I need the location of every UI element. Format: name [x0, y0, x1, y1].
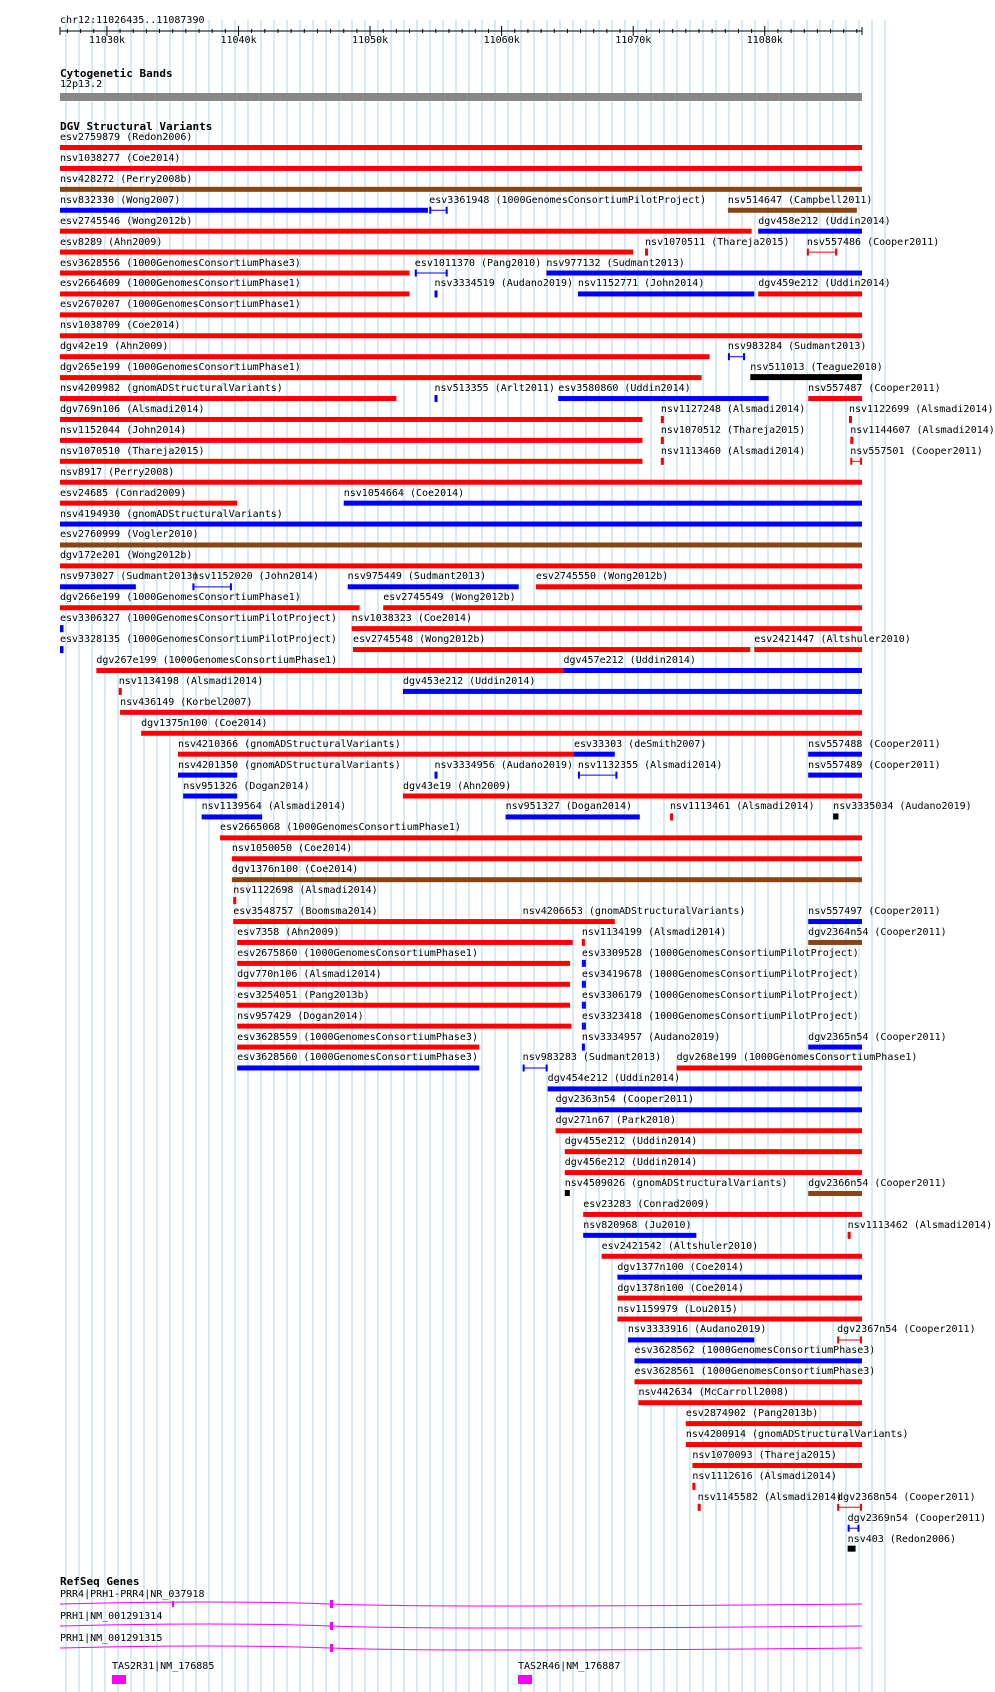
dgv-feature-bar	[237, 982, 570, 987]
dgv-feature-label[interactable]: nsv4194930 (gnomADStructuralVariants)	[60, 508, 283, 520]
dgv-feature-bar	[556, 1128, 862, 1133]
dgv-track-title: DGV Structural Variants	[60, 120, 213, 133]
dgv-feature-bar	[574, 752, 615, 757]
dgv-feature-label[interactable]: nsv428272 (Perry2008b)	[60, 173, 193, 185]
dgv-feature-bar	[808, 773, 862, 778]
dgv-feature-bar	[523, 919, 615, 924]
dgv-feature-bar	[60, 312, 862, 317]
dgv-feature-label[interactable]: nsv557487 (Cooper2011)	[808, 383, 941, 395]
dgv-feature-label[interactable]: esv33303 (deSmith2007)	[573, 738, 707, 750]
dgv-feature-label[interactable]: nsv832330 (Wong2007)	[60, 194, 181, 206]
dgv-feature-label[interactable]: esv3306179 (1000GenomesConsortiumPilotProject)	[581, 989, 859, 1001]
dgv-feature-label[interactable]: nsv557497 (Cooper2011)	[808, 906, 941, 918]
dgv-feature-start	[429, 207, 431, 214]
dgv-feature-label[interactable]: esv2421447 (Altshuler2010)	[754, 634, 911, 646]
refseq-gene-exon	[330, 1622, 333, 1630]
dgv-feature-label[interactable]: nsv557488 (Cooper2011)	[808, 738, 941, 750]
dgv-feature-bar	[60, 480, 862, 485]
dgv-feature-bar	[808, 1045, 862, 1050]
dgv-feature-label[interactable]: esv2664609 (1000GenomesConsortiumPhase1)	[60, 278, 301, 290]
dgv-feature-bar	[565, 1170, 862, 1175]
dgv-feature-label[interactable]: esv1011370 (Pang2010)	[414, 257, 542, 269]
dgv-feature-label[interactable]: esv3628560 (1000GenomesConsortiumPhase3)	[237, 1052, 478, 1064]
dgv-feature-start	[807, 249, 809, 256]
dgv-feature-end	[860, 458, 862, 465]
dgv-feature-label[interactable]: esv2760999 (Vogler2010)	[60, 529, 199, 541]
refseq-gene-exon	[330, 1644, 333, 1652]
dgv-feature-label[interactable]: dgv267e199 (1000GenomesConsortiumPhase1)	[96, 655, 338, 666]
dgv-feature-bar	[60, 187, 862, 192]
dgv-feature-bar	[578, 291, 754, 296]
refseq-track-title: RefSeq Genes	[60, 1575, 140, 1588]
dgv-feature-label[interactable]: nsv4200914 (gnomADStructuralVariants)	[685, 1429, 909, 1441]
dgv-feature-label[interactable]: nsv1112616 (Alsmadi2014)	[692, 1470, 837, 1482]
dgv-feature-bar	[60, 375, 702, 380]
dgv-feature-start	[837, 1336, 839, 1343]
dgv-feature-label[interactable]: nsv1070510 (Thareja2015)	[60, 445, 205, 457]
dgv-feature-start	[850, 458, 852, 465]
dgv-feature-bar	[233, 919, 567, 924]
dgv-feature-bar	[536, 584, 862, 589]
cyto-track-title: Cytogenetic Bands	[60, 67, 173, 80]
dgv-feature-label[interactable]: esv3306327 (1000GenomesConsortiumPilotProject)	[60, 613, 337, 625]
ruler-tick-label[interactable]: 11050k	[352, 35, 389, 46]
dgv-feature-label[interactable]: nsv1139564 (Alsmadi2014)	[201, 801, 347, 813]
dgv-feature-label[interactable]: dgv770n106 (Alsmadi2014)	[237, 968, 382, 980]
dgv-feature-label[interactable]: nsv4201350 (gnomADStructuralVariants)	[177, 759, 401, 771]
dgv-feature-label[interactable]: nsv4209982 (gnomADStructuralVariants)	[60, 383, 283, 395]
dgv-feature-label[interactable]: dgv2364n54 (Cooper2011)	[808, 926, 947, 938]
dgv-feature-label[interactable]: nsv436149 (Korbel2007)	[120, 696, 253, 708]
dgv-feature-label[interactable]: nsv1070511 (Thareja2015)	[645, 236, 790, 248]
dgv-feature-label[interactable]: nsv557501 (Cooper2011)	[850, 445, 983, 457]
dgv-feature-bar	[548, 1086, 862, 1091]
dgv-feature-bar	[750, 374, 862, 380]
dgv-feature-end	[230, 583, 232, 590]
dgv-feature-label[interactable]: dgv1375n100 (Coe2014)	[141, 717, 268, 729]
dgv-feature-label[interactable]: esv23283 (Conrad2009)	[583, 1198, 710, 1210]
dgv-feature-label[interactable]: esv2670207 (1000GenomesConsortiumPhase1)	[60, 299, 301, 311]
dgv-feature-end	[646, 249, 648, 256]
dgv-feature-end	[860, 1336, 862, 1343]
dgv-feature-label[interactable]: esv2745549 (Wong2012b)	[383, 592, 516, 604]
dgv-feature-label[interactable]: esv3328135 (1000GenomesConsortiumPilotProject)	[60, 634, 337, 646]
dgv-feature-label[interactable]: nsv1113460 (Alsmadi2014)	[660, 445, 806, 457]
dgv-feature-end	[662, 416, 664, 423]
dgv-feature-bar	[237, 1024, 571, 1029]
dgv-feature-label[interactable]: dgv2365n54 (Cooper2011)	[808, 1031, 947, 1043]
dgv-feature-start	[837, 1504, 839, 1511]
dgv-feature-bar	[237, 940, 573, 945]
dgv-feature-start	[192, 583, 194, 590]
dgv-feature-label[interactable]: nsv973027 (Sudmant2013)	[60, 571, 199, 583]
refseq-gene-exon	[330, 1600, 333, 1608]
dgv-feature-end	[850, 416, 852, 423]
dgv-feature-bar	[808, 919, 862, 924]
dgv-feature-end	[61, 646, 63, 653]
dgv-feature-end	[671, 813, 673, 820]
dgv-feature-label[interactable]: nsv1054664 (Coe2014)	[343, 487, 465, 499]
dgv-feature-start	[728, 353, 730, 360]
dgv-feature-label[interactable]: dgv453e212 (Uddin2014)	[402, 675, 536, 687]
dgv-feature-bar	[353, 647, 750, 652]
dgv-feature-end	[584, 981, 586, 988]
dgv-feature-label[interactable]: esv3323418 (1000GenomesConsortiumPilotProject)	[581, 1010, 859, 1022]
dgv-feature-label[interactable]: dgv2363n54 (Cooper2011)	[555, 1094, 695, 1106]
dgv-feature-label[interactable]: dgv265e199 (1000GenomesConsortiumPhase1)	[60, 362, 301, 374]
dgv-feature-label[interactable]: nsv4509026 (gnomADStructuralVariants)	[564, 1178, 788, 1189]
dgv-feature-label[interactable]: dgv2368n54 (Cooper2011)	[837, 1491, 976, 1503]
dgv-feature-label[interactable]: nsv513355 (Arlt2011)	[434, 383, 555, 395]
dgv-feature-bar	[237, 961, 570, 966]
dgv-feature-start	[523, 1064, 525, 1071]
dgv-feature-label[interactable]: esv2665068 (1000GenomesConsortiumPhase1)	[220, 822, 461, 834]
dgv-feature-bar	[352, 626, 862, 631]
dgv-feature-end	[583, 939, 585, 946]
dgv-feature-bar	[692, 1463, 862, 1468]
dgv-feature-label[interactable]: nsv977132 (Sudmant2013)	[546, 257, 685, 269]
dgv-feature-bar	[60, 291, 410, 296]
dgv-feature-label[interactable]: nsv1122698 (Alsmadi2014)	[233, 885, 378, 897]
dgv-feature-label[interactable]: dgv268e199 (1000GenomesConsortiumPhase1)	[676, 1052, 918, 1064]
dgv-feature-end	[835, 249, 837, 256]
dgv-feature-bar	[232, 856, 862, 861]
dgv-feature-label[interactable]: nsv951327 (Dogan2014)	[505, 801, 632, 813]
dgv-feature-bar	[96, 668, 563, 673]
dgv-feature-start	[848, 1525, 850, 1532]
dgv-feature-start	[415, 270, 417, 277]
dgv-feature-end	[546, 1064, 548, 1071]
dgv-feature-label[interactable]: dgv456e212 (Uddin2014)	[564, 1157, 698, 1169]
dgv-feature-label[interactable]: nsv442634 (McCarroll2008)	[638, 1387, 789, 1399]
dgv-feature-end	[584, 960, 586, 967]
dgv-feature-end	[583, 1044, 585, 1051]
dgv-feature-label[interactable]: dgv1376n100 (Coe2014)	[231, 864, 359, 876]
dgv-feature-end	[699, 1504, 701, 1511]
dgv-feature-label[interactable]: dgv455e212 (Uddin2014)	[564, 1136, 698, 1148]
dgv-feature-label[interactable]: nsv3335034 (Audano2019)	[833, 801, 972, 813]
dgv-feature-label[interactable]: nsv1152020 (John2014)	[192, 571, 319, 583]
dgv-feature-label[interactable]: dgv454e212 (Uddin2014)	[547, 1073, 681, 1085]
dgv-feature-label[interactable]: dgv2367n54 (Cooper2011)	[837, 1324, 976, 1336]
dgv-feature-label[interactable]: dgv769n106 (Alsmadi2014)	[60, 403, 205, 415]
dgv-feature-bar	[141, 731, 862, 736]
dgv-feature-label[interactable]: dgv266e199 (1000GenomesConsortiumPhase1)	[60, 592, 301, 604]
dgv-feature-bar	[60, 563, 862, 568]
cytoband-track	[60, 93, 862, 101]
dgv-feature-label[interactable]: dgv1377n100 (Coe2014)	[617, 1261, 744, 1273]
dgv-feature-bar	[237, 1003, 570, 1008]
dgv-feature-bar	[583, 1212, 862, 1217]
dgv-feature-end	[743, 353, 745, 360]
dgv-feature-end	[584, 1023, 586, 1030]
dgv-feature-label[interactable]: esv2745550 (Wong2012b)	[535, 571, 669, 583]
dgv-feature-bar	[60, 354, 710, 359]
dgv-feature-bar	[635, 1379, 862, 1384]
dgv-feature-end	[858, 1525, 860, 1532]
dgv-feature-label[interactable]: nsv1070093 (Thareja2015)	[692, 1449, 837, 1461]
dgv-feature-bar	[617, 1275, 862, 1280]
dgv-feature-label[interactable]: nsv1134199 (Alsmadi2014)	[581, 926, 727, 938]
cytoband-bar	[60, 93, 862, 101]
dgv-feature-bar	[237, 1045, 479, 1050]
dgv-feature-bar	[60, 522, 862, 527]
dgv-feature-label[interactable]: nsv4206653 (gnomADStructuralVariants)	[522, 906, 746, 918]
dgv-feature-bar	[120, 710, 862, 715]
dgv-feature-label[interactable]: esv3628556 (1000GenomesConsortiumPhase3)	[60, 257, 301, 269]
ruler-tick-label[interactable]: 11080k	[746, 35, 783, 46]
dgv-feature-label[interactable]: esv2421542 (Altshuler2010)	[601, 1240, 759, 1252]
dgv-feature-bar	[60, 542, 862, 547]
dgv-feature-bar	[60, 250, 633, 255]
refseq-gene-label[interactable]: TAS2R46|NM_176887	[518, 1661, 621, 1672]
dgv-feature-label[interactable]: dgv2369n54 (Cooper2011)	[847, 1512, 987, 1524]
dgv-feature-label[interactable]: nsv1038323 (Coe2014)	[351, 613, 473, 625]
dgv-feature-bar	[602, 1254, 862, 1259]
dgv-feature-label[interactable]: nsv1152044 (John2014)	[60, 424, 187, 436]
dgv-feature-bar	[808, 396, 862, 401]
dgv-feature-bar	[60, 584, 136, 589]
dgv-feature-label[interactable]: esv3628561 (1000GenomesConsortiumPhase3)	[634, 1366, 876, 1378]
dgv-feature-label[interactable]: nsv1070512 (Thareja2015)	[660, 424, 806, 436]
refseq-gene-label[interactable]: PRH1|NM_001291314	[60, 1611, 163, 1622]
dgv-feature-end	[436, 290, 438, 297]
dgv-feature-label[interactable]: esv2745546 (Wong2012b)	[60, 215, 193, 227]
dgv-feature-end	[662, 437, 664, 444]
dgv-feature-label[interactable]: nsv1038277 (Coe2014)	[60, 152, 181, 164]
dgv-feature-bar	[60, 271, 410, 276]
dgv-feature-label[interactable]: nsv3334957 (Audano2019)	[581, 1031, 721, 1043]
dgv-feature-bar	[617, 1296, 862, 1301]
refseq-gene-label[interactable]: TAS2R31|NM_176885	[112, 1661, 215, 1672]
dgv-feature-bar	[60, 396, 396, 401]
dgv-feature-bar	[808, 1191, 862, 1196]
dgv-feature-label[interactable]: nsv983284 (Sudmant2013)	[727, 341, 867, 353]
dgv-feature-label[interactable]: nsv1122699 (Alsmadi2014)	[848, 403, 994, 415]
dgv-feature-label[interactable]: esv3361948 (1000GenomesConsortiumPilotProject)	[429, 194, 707, 206]
dgv-feature-label[interactable]: nsv1145582 (Alsmadi2014)	[697, 1491, 843, 1503]
dgv-feature-label[interactable]: dgv459e212 (Uddin2014)	[758, 278, 891, 290]
dgv-feature-end	[662, 458, 664, 465]
dgv-feature-bar	[556, 1107, 862, 1112]
dgv-feature-start	[582, 1023, 584, 1030]
dgv-feature-bar	[808, 940, 862, 945]
dgv-feature-bar	[60, 438, 642, 443]
dgv-feature-label[interactable]: nsv403 (Redon2006)	[847, 1533, 957, 1545]
dgv-feature-label[interactable]: nsv4210366 (gnomADStructuralVariants)	[177, 738, 401, 750]
dgv-feature-label[interactable]: nsv514647 (Campbell2011)	[727, 194, 873, 206]
dgv-feature-bar	[60, 501, 237, 506]
dgv-feature-bar	[232, 877, 862, 882]
dgv-feature-bar	[60, 605, 360, 610]
dgv-feature-bar	[546, 271, 862, 276]
dgv-feature-end	[615, 772, 617, 779]
dgv-feature-label[interactable]: esv2675860 (1000GenomesConsortiumPhase1)	[237, 947, 478, 959]
dgv-feature-bar	[348, 584, 519, 589]
ruler-tick-label[interactable]: 11030k	[88, 35, 126, 46]
ruler-tick-label[interactable]: 11040k	[220, 35, 257, 46]
dgv-feature-label[interactable]: dgv457e212 (Uddin2014)	[563, 655, 696, 666]
dgv-feature-label[interactable]: nsv951326 (Dogan2014)	[183, 780, 310, 792]
dgv-feature-label[interactable]: esv2745548 (Wong2012b)	[352, 634, 486, 646]
dgv-feature-label[interactable]: nsv1134198 (Alsmadi2014)	[118, 675, 264, 687]
dgv-feature-bar	[686, 1421, 862, 1426]
dgv-feature-bar	[60, 166, 862, 171]
dgv-feature-label[interactable]: nsv1144607 (Alsmadi2014)	[850, 424, 995, 436]
dgv-feature-label[interactable]: nsv820968 (Ju2010)	[583, 1219, 692, 1231]
dgv-feature-label[interactable]: nsv1113461 (Alsmadi2014)	[670, 801, 815, 813]
dgv-feature-bar	[833, 813, 838, 819]
dgv-feature-bar	[583, 1233, 696, 1238]
dgv-feature-label[interactable]: esv3309528 (1000GenomesConsortiumPilotProject)	[581, 947, 859, 959]
dgv-feature-label[interactable]: nsv8917 (Perry2008)	[60, 466, 175, 478]
dgv-feature-bar	[344, 501, 862, 506]
dgv-feature-label[interactable]: esv24685 (Conrad2009)	[60, 487, 187, 499]
dgv-feature-bar	[638, 1400, 862, 1405]
dgv-feature-label[interactable]: dgv43e19 (Ahn2009)	[402, 780, 512, 792]
dgv-feature-bar	[60, 229, 752, 234]
dgv-feature-label[interactable]: esv8289 (Ahn2009)	[60, 236, 163, 248]
dgv-feature-end	[234, 897, 236, 904]
dgv-feature-end	[860, 1504, 862, 1511]
dgv-feature-label[interactable]: esv3254051 (Pang2013b)	[237, 989, 370, 1001]
dgv-feature-bar	[565, 1149, 862, 1154]
dgv-feature-bar	[686, 1442, 862, 1447]
dgv-feature-label[interactable]: nsv3334519 (Audano2019)	[434, 278, 573, 290]
dgv-feature-label[interactable]: nsv1127248 (Alsmadi2014)	[660, 403, 806, 415]
dgv-feature-bar	[403, 689, 862, 694]
dgv-feature-bar	[237, 1065, 479, 1070]
dgv-feature-bar	[848, 1546, 856, 1552]
dgv-feature-label[interactable]: dgv42e19 (Ahn2009)	[60, 341, 169, 353]
dgv-feature-bar	[202, 814, 263, 819]
dgv-feature-label[interactable]: nsv957429 (Dogan2014)	[237, 1010, 364, 1022]
refseq-gene-exon	[518, 1675, 532, 1684]
dgv-feature-bar	[506, 814, 640, 819]
dgv-feature-bar	[635, 1358, 862, 1363]
dgv-feature-end	[436, 772, 438, 779]
dgv-feature-bar	[383, 605, 862, 610]
dgv-feature-label[interactable]: esv3628562 (1000GenomesConsortiumPhase3)	[634, 1345, 876, 1357]
dgv-feature-label[interactable]: dgv458e212 (Uddin2014)	[758, 215, 891, 227]
dgv-feature-label[interactable]: nsv1152771 (John2014)	[577, 278, 705, 290]
dgv-feature-label[interactable]: esv3548757 (Boomsma2014)	[233, 906, 378, 918]
dgv-feature-label[interactable]: esv3628559 (1000GenomesConsortiumPhase3)	[237, 1031, 478, 1043]
dgv-feature-bar	[758, 291, 862, 296]
refseq-gene-label[interactable]: PRR4|PRH1-PRR4|NR_037918	[60, 1589, 205, 1600]
dgv-feature-label[interactable]: nsv983283 (Sudmant2013)	[522, 1052, 662, 1064]
ruler-tick-label[interactable]: 11060k	[483, 35, 520, 46]
dgv-feature-bar	[60, 417, 642, 422]
dgv-feature-bar	[60, 333, 862, 338]
dgv-feature-label[interactable]: nsv511013 (Teague2010)	[750, 362, 883, 374]
dgv-feature-label[interactable]: nsv1050050 (Coe2014)	[231, 843, 353, 855]
dgv-feature-end	[851, 437, 853, 444]
dgv-feature-start	[578, 772, 580, 779]
dgv-feature-bar	[60, 459, 642, 464]
dgv-feature-bar	[565, 1190, 570, 1196]
ruler-tick-label[interactable]: 11070k	[615, 35, 652, 46]
dgv-feature-bar	[60, 208, 428, 213]
dgv-feature-end	[61, 625, 63, 632]
dgv-feature-label[interactable]: nsv1038709 (Coe2014)	[60, 320, 181, 332]
dgv-feature-bar	[563, 668, 862, 673]
dgv-feature-bar	[754, 647, 862, 652]
dgv-feature-bar	[758, 229, 862, 234]
dgv-feature-label[interactable]: esv2874902 (Pang2013b)	[685, 1408, 819, 1420]
dgv-feature-bar	[808, 752, 862, 757]
dgv-feature-end	[849, 1232, 851, 1239]
dgv-feature-end	[436, 395, 438, 402]
dgv-feature-label[interactable]: nsv3334956 (Audano2019)	[434, 759, 573, 771]
dgv-feature-label[interactable]: esv7358 (Ahn2009)	[237, 926, 340, 938]
cyto-band-label: 12p13.2	[60, 79, 103, 90]
dgv-feature-bar	[728, 208, 857, 213]
dgv-feature-label[interactable]: dgv1378n100 (Coe2014)	[617, 1282, 744, 1294]
position-label: chr12:11026435..11087390	[60, 15, 205, 26]
dgv-feature-end	[120, 688, 122, 695]
dgv-feature-bar	[558, 396, 769, 401]
dgv-feature-label[interactable]: nsv3333916 (Audano2019)	[627, 1324, 767, 1336]
dgv-feature-label[interactable]: nsv557486 (Cooper2011)	[806, 236, 940, 248]
dgv-feature-start	[582, 1002, 584, 1009]
dgv-feature-bar	[183, 794, 237, 799]
dgv-feature-label[interactable]: dgv271n67 (Park2010)	[555, 1115, 676, 1127]
dgv-feature-bar	[60, 145, 862, 150]
refseq-gene-exon	[112, 1675, 126, 1684]
dgv-feature-bar	[178, 752, 574, 757]
dgv-feature-bar	[403, 794, 862, 799]
dgv-feature-start	[582, 981, 584, 988]
dgv-feature-bar	[628, 1337, 754, 1342]
dgv-feature-label[interactable]: esv2759879 (Redon2006)	[60, 132, 193, 143]
dgv-feature-label[interactable]: nsv1113462 (Alsmadi2014)	[847, 1219, 993, 1231]
dgv-feature-bar	[178, 773, 237, 778]
dgv-feature-end	[446, 270, 448, 277]
refseq-gene-exon	[172, 1601, 174, 1607]
dgv-feature-start	[582, 960, 584, 967]
dgv-feature-end	[446, 207, 448, 214]
dgv-feature-label[interactable]: nsv975449 (Sudmant2013)	[347, 571, 487, 583]
dgv-feature-label[interactable]: dgv172e201 (Wong2012b)	[60, 550, 193, 562]
dgv-feature-label[interactable]: dgv2366n54 (Cooper2011)	[808, 1178, 947, 1189]
dgv-feature-bar	[617, 1317, 862, 1322]
dgv-feature-bar	[220, 835, 862, 840]
dgv-feature-label[interactable]: nsv557489 (Cooper2011)	[808, 759, 941, 771]
dgv-feature-label[interactable]: nsv1132355 (Alsmadi2014)	[577, 759, 723, 771]
refseq-gene-label[interactable]: PRH1|NM_001291315	[60, 1633, 163, 1644]
dgv-feature-label[interactable]: nsv1159979 (Lou2015)	[617, 1303, 738, 1315]
dgv-feature-bar	[677, 1065, 862, 1070]
dgv-feature-end	[693, 1483, 695, 1490]
dgv-feature-label[interactable]: esv3580860 (Uddin2014)	[558, 383, 691, 395]
dgv-feature-label[interactable]: esv3419678 (1000GenomesConsortiumPilotProject)	[581, 968, 859, 980]
dgv-feature-end	[584, 1002, 586, 1009]
